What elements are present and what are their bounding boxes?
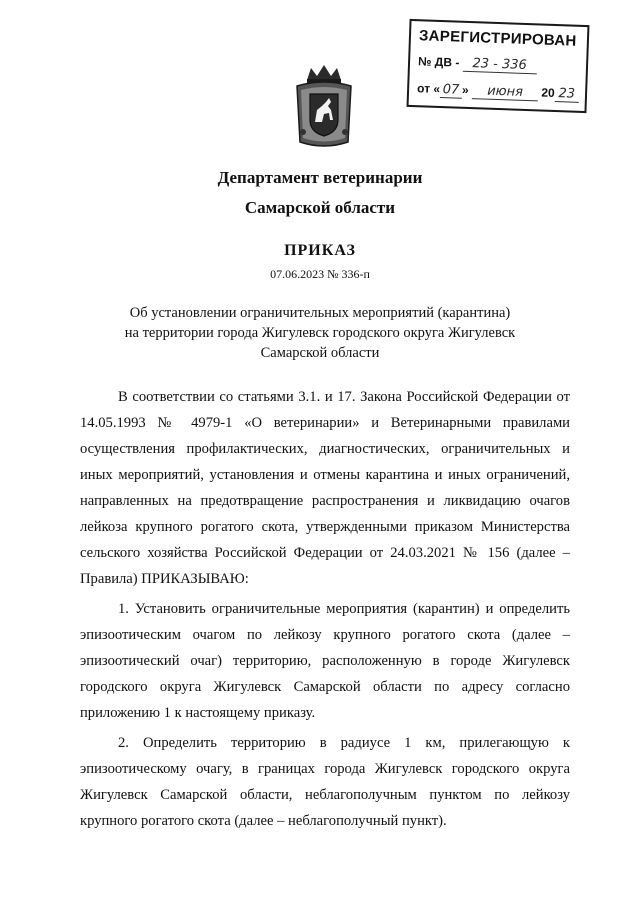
stamp-number-label: № ДВ - — [417, 54, 460, 70]
stamp-date-mid: » — [461, 82, 469, 97]
stamp-day-handwritten: 07 — [440, 82, 463, 99]
subject-line-3: Самарской области — [260, 345, 380, 361]
department-name-line1: Департамент ветеринарии — [217, 168, 423, 187]
stamp-title: ЗАРЕГИСТРИРОВАН — [418, 27, 577, 50]
samara-coat-of-arms-icon — [293, 62, 355, 150]
department-name-line2: Самарской области — [244, 198, 396, 217]
stamp-number-row — [418, 54, 537, 74]
stamp-date-prefix: от « — [416, 81, 441, 96]
order-body — [80, 384, 570, 834]
order-title: ПРИКАЗ — [284, 242, 356, 259]
stamp-month-handwritten: июня — [472, 83, 539, 101]
stamp-date-row — [417, 81, 579, 103]
order-subject — [80, 303, 560, 363]
stamp-number-handwritten: 23 - 336 — [462, 56, 537, 75]
subject-line-2: на территории города Жигулевск городского округа Жигулевск — [124, 325, 516, 341]
preamble-paragraph: В соответствии со статьями 3.1. и 17. Закона Российской Федерации от 14.05.1993 № 4979-1 «О ветеринарии» и Ветеринарными правилами осуществления профилактических, диагностических, ограничительных и иных мероприятий, установления и отмены карантина и иных ограничений, направленных на предотвращение распространения и ликвидацию очагов лейкоза крупного рогатого скота, утвержденными приказом Министерства сельского хозяйства Российской Федерации от 24.03.2021 № 156 (далее – Правила) ПРИКАЗЫВАЮ: — [80, 389, 570, 587]
stamp-year-handwritten: 23 — [554, 86, 579, 103]
stamp-year-prefix: 20 — [541, 85, 555, 100]
order-item-1: 1. Установить ограничительные мероприятия (карантин) и определить эпизоотическим очагом по лейкозу крупного рогатого скота (далее – эпизоотический очаг) территорию, расположенную в городе Жигулевск городского округа Жигулевск Самарской области по адресу согласно приложению 1 к настоящему приказу. — [80, 601, 570, 721]
subject-line-1: Об установлении ограничительных мероприятий (карантина) — [129, 305, 511, 321]
registration-stamp — [407, 19, 590, 113]
order-date-number: 07.06.2023 № 336-п — [270, 267, 370, 281]
order-item-2: 2. Определить территорию в радиусе 1 км, прилегающую к эпизоотическому очагу, в границах города Жигулевск городского округа Жигулевск Самарской области, неблагополучным пунктом по лейкозу крупного рогатого скота (далее – неблагополучный пункт). — [80, 735, 570, 829]
